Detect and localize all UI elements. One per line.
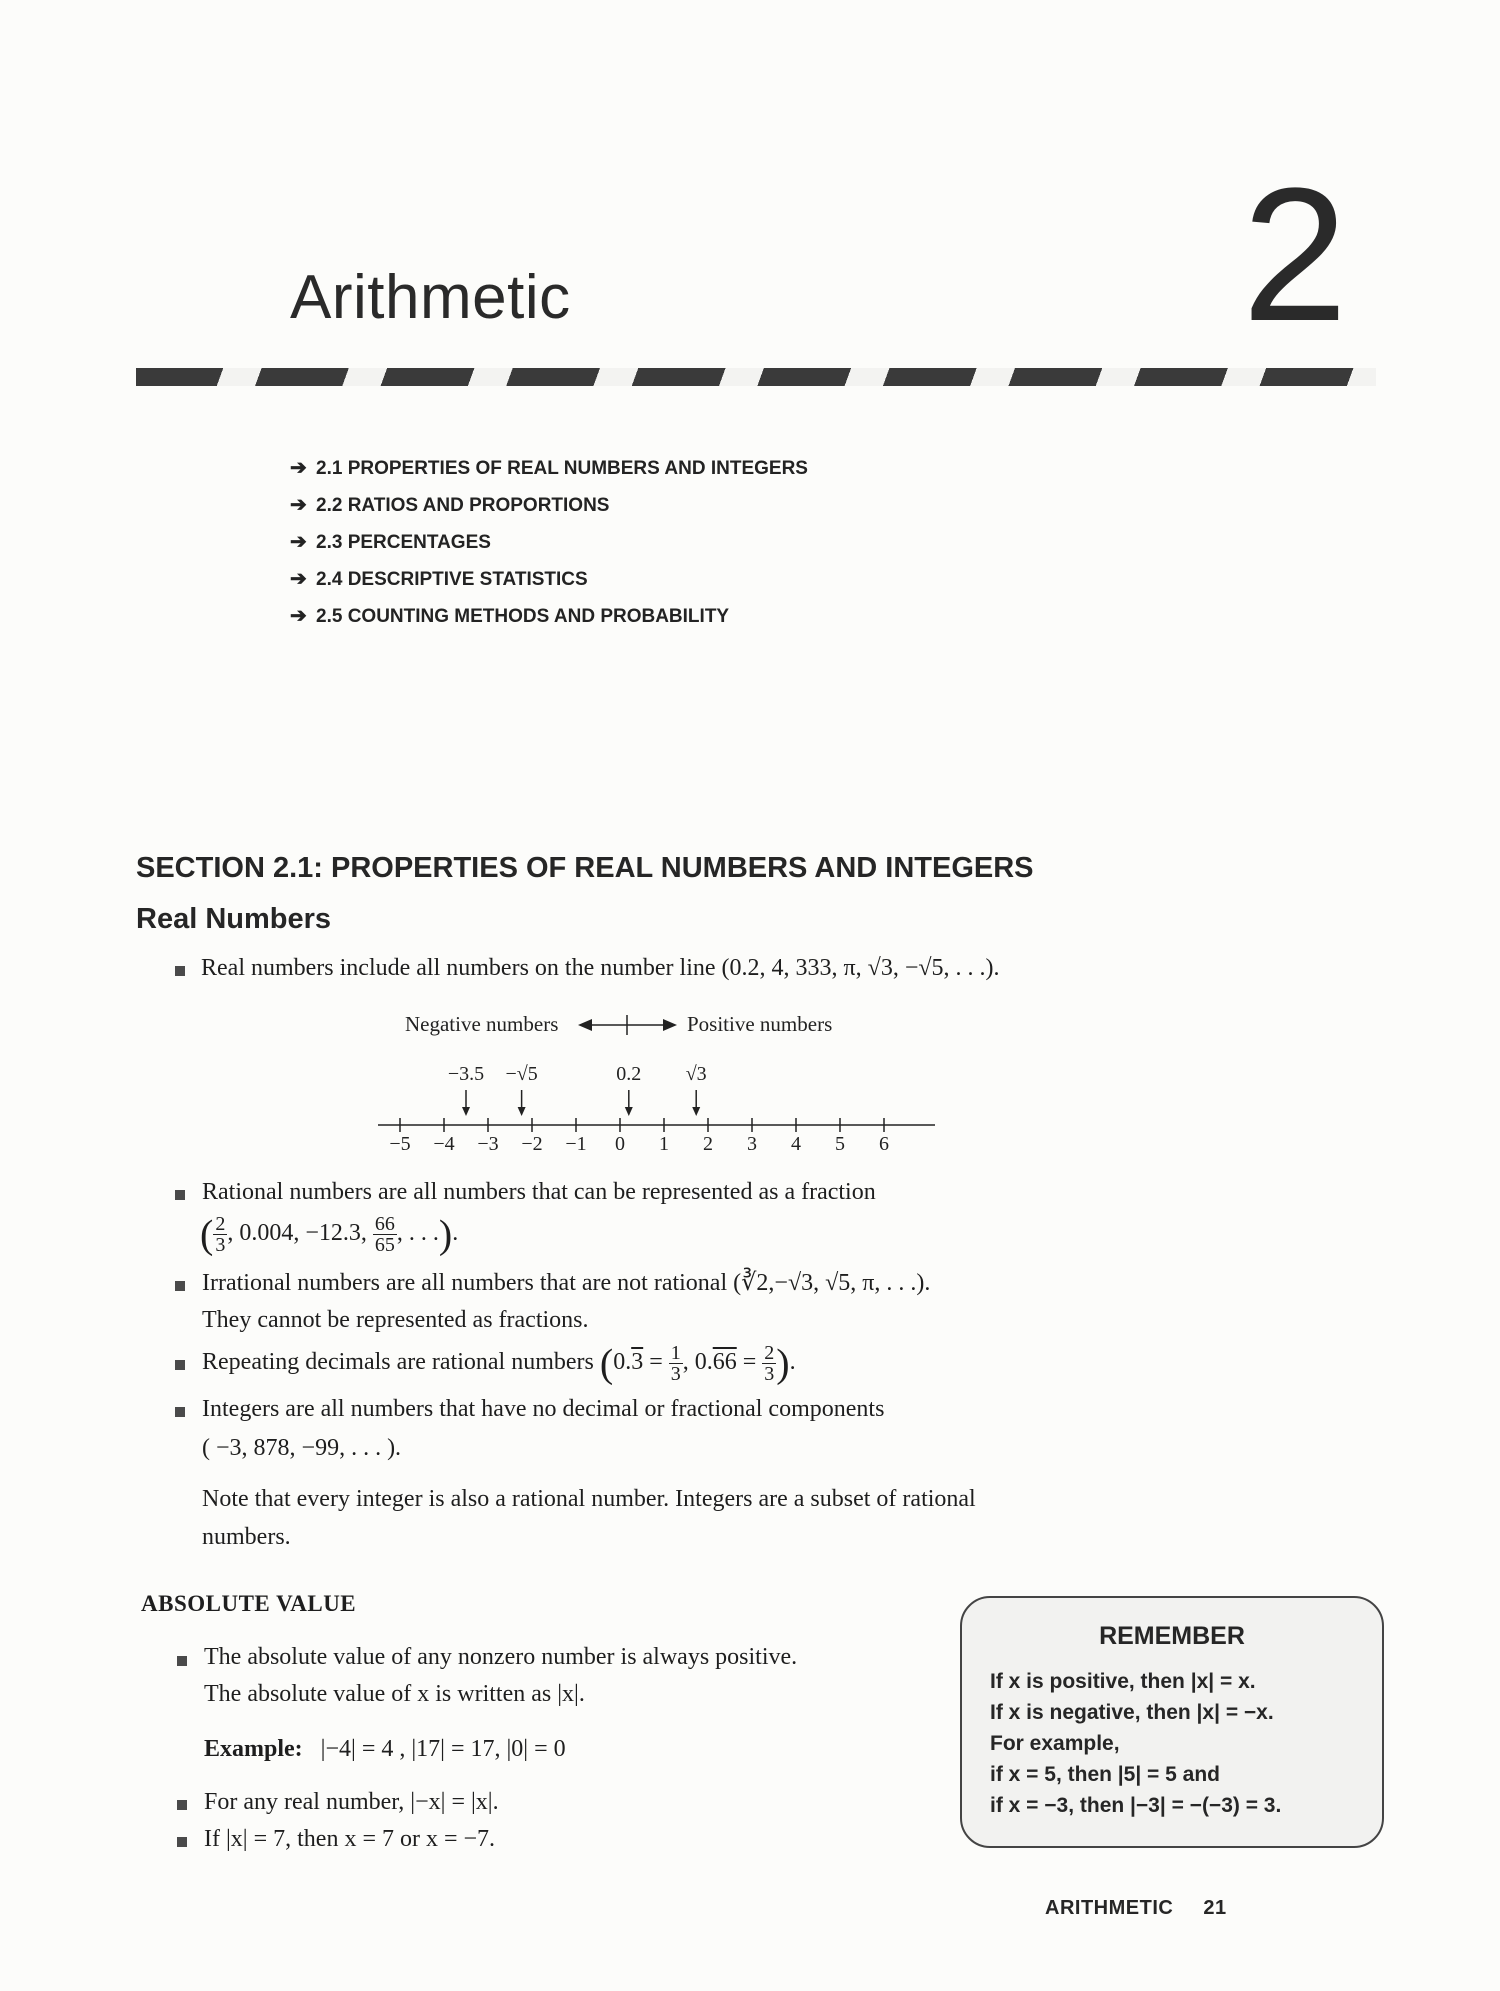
number-line-tick-label: −5 bbox=[389, 1133, 411, 1155]
fraction: $\frac{2}{3}$ bbox=[215, 1213, 226, 1256]
remember-title: REMEMBER bbox=[1099, 1622, 1245, 1650]
absolute-value-example: Example: |−4| = 4 , |17| = 17, |0| = 0 bbox=[204, 1736, 566, 1762]
irrational-numbers-note: They cannot be represented as fractions. bbox=[202, 1307, 589, 1333]
toc-item-label: 2.5 COUNTING METHODS AND PROBABILITY bbox=[316, 606, 730, 627]
remember-line: if x = −3, then |−3| = −(−3) = 3. bbox=[990, 1794, 1282, 1817]
integers-definition: Integers are all numbers that have no decimal or fractional components bbox=[202, 1396, 885, 1422]
repeating-decimals: Repeating decimals are rational numbers (0.3 = $\frac{1}{3}$ , 0.66 = $\frac{2}{3}$ ). bbox=[202, 1340, 796, 1386]
arrow-down-icon bbox=[625, 1107, 633, 1116]
arrow-right-icon: ➔ bbox=[290, 568, 307, 590]
remember-line: If x is positive, then |x| = x. bbox=[990, 1670, 1256, 1693]
number-line-tick-label: 1 bbox=[659, 1133, 669, 1155]
integers-note-continued: numbers. bbox=[202, 1524, 291, 1550]
number-line-marker-label: 0.2 bbox=[616, 1063, 642, 1085]
number-line-marker-label: −√5 bbox=[505, 1063, 538, 1085]
integers-note: Note that every integer is also a rational number. Integers are a subset of rational bbox=[202, 1486, 976, 1512]
number-line-tick-label: 4 bbox=[791, 1133, 801, 1155]
bullet-icon bbox=[175, 1281, 185, 1291]
number-line-tick-label: −3 bbox=[477, 1133, 499, 1155]
absolute-value-definition: The absolute value of any nonzero number is always positive. bbox=[204, 1644, 798, 1670]
remember-line: If x is negative, then |x| = −x. bbox=[990, 1701, 1274, 1724]
arrow-down-icon bbox=[518, 1107, 526, 1116]
arrow-down-icon bbox=[462, 1107, 470, 1116]
number-line-tick-label: 0 bbox=[615, 1133, 625, 1155]
remember-line: For example, bbox=[990, 1732, 1120, 1755]
bullet-icon bbox=[177, 1800, 187, 1810]
toc-item-label: 2.3 PERCENTAGES bbox=[316, 532, 491, 553]
negative-numbers-label: Negative numbers bbox=[405, 1012, 559, 1036]
toc-item[interactable] bbox=[290, 526, 808, 563]
number-line-tick-label: −4 bbox=[433, 1133, 455, 1155]
arrow-right-icon: ➔ bbox=[290, 605, 307, 627]
bullet-icon bbox=[175, 1360, 185, 1370]
number-line-tick-label: 5 bbox=[835, 1133, 845, 1155]
decorative-stripe-divider bbox=[136, 368, 1376, 386]
remember-callout bbox=[960, 1596, 1384, 1848]
toc-item-label: 2.2 RATIOS AND PROPORTIONS bbox=[316, 495, 610, 516]
irrational-numbers-definition: Irrational numbers are all numbers that are not rational (∛2,−√3, √5, π, . . .). bbox=[202, 1270, 931, 1296]
real-numbers-definition: Real numbers include all numbers on the number line (0.2, 4, 333, π, √3, −√5, . . .). bbox=[201, 955, 1000, 981]
page-number: 21 bbox=[1203, 1897, 1227, 1919]
bullet-icon bbox=[177, 1837, 187, 1847]
number-line-tick-label: −1 bbox=[565, 1133, 587, 1155]
integers-examples: ( −3, 878, −99, . . . ). bbox=[202, 1435, 402, 1461]
running-head: ARITHMETIC bbox=[1045, 1897, 1174, 1919]
absolute-value-example-rule: If |x| = 7, then x = 7 or x = −7. bbox=[204, 1826, 496, 1852]
arrow-down-icon bbox=[692, 1107, 700, 1116]
fraction: $\frac{66}{65}$ bbox=[374, 1213, 395, 1256]
absolute-value-heading: ABSOLUTE VALUE bbox=[141, 1591, 357, 1616]
bullet-icon bbox=[177, 1656, 187, 1666]
arrow-right-icon: ➔ bbox=[290, 531, 307, 553]
absolute-value-notation: The absolute value of x is written as |x|. bbox=[204, 1681, 585, 1707]
number-line-tick-label: 3 bbox=[747, 1133, 757, 1155]
remember-line: if x = 5, then |5| = 5 and bbox=[990, 1763, 1220, 1786]
toc-item[interactable] bbox=[290, 563, 808, 600]
chapter-toc bbox=[290, 452, 808, 637]
number-line-tick-label: 6 bbox=[879, 1133, 889, 1155]
arrow-right-icon: ➔ bbox=[290, 457, 307, 479]
number-line-figure bbox=[370, 1005, 950, 1160]
bullet-icon bbox=[175, 966, 185, 976]
toc-item-label: 2.4 DESCRIPTIVE STATISTICS bbox=[316, 569, 588, 590]
toc-item[interactable] bbox=[290, 600, 808, 637]
number-line-tick-label: −2 bbox=[521, 1133, 543, 1155]
bullet-icon bbox=[175, 1190, 185, 1200]
bullet-icon bbox=[175, 1407, 185, 1417]
number-line-marker-label: √3 bbox=[685, 1063, 707, 1085]
chapter-number: 2 bbox=[1242, 149, 1348, 361]
toc-item-label: 2.1 PROPERTIES OF REAL NUMBERS AND INTEGERS bbox=[316, 458, 808, 479]
rational-numbers-definition: Rational numbers are all numbers that can be represented as a fraction bbox=[202, 1179, 876, 1205]
section-heading: SECTION 2.1: PROPERTIES OF REAL NUMBERS AND INTEGERS bbox=[136, 852, 1034, 884]
arrow-right-icon: ➔ bbox=[290, 494, 307, 516]
toc-item[interactable] bbox=[290, 452, 808, 489]
number-line-tick-label: 2 bbox=[703, 1133, 713, 1155]
positive-numbers-label: Positive numbers bbox=[687, 1012, 833, 1036]
chapter-title: Arithmetic bbox=[290, 263, 571, 332]
number-line-ticks bbox=[389, 1118, 889, 1155]
absolute-value-rule: For any real number, |−x| = |x|. bbox=[204, 1789, 499, 1815]
rational-examples: ( $\frac{2}{3}$ , 0.004, −12.3, $\frac{66}{65}$ , . . .). bbox=[200, 1211, 459, 1257]
number-line-marker-label: −3.5 bbox=[447, 1063, 485, 1085]
toc-item[interactable] bbox=[290, 489, 808, 526]
number-line-markers bbox=[448, 1063, 707, 1116]
page-footer bbox=[1045, 1897, 1227, 1920]
subsection-heading: Real Numbers bbox=[136, 903, 332, 935]
